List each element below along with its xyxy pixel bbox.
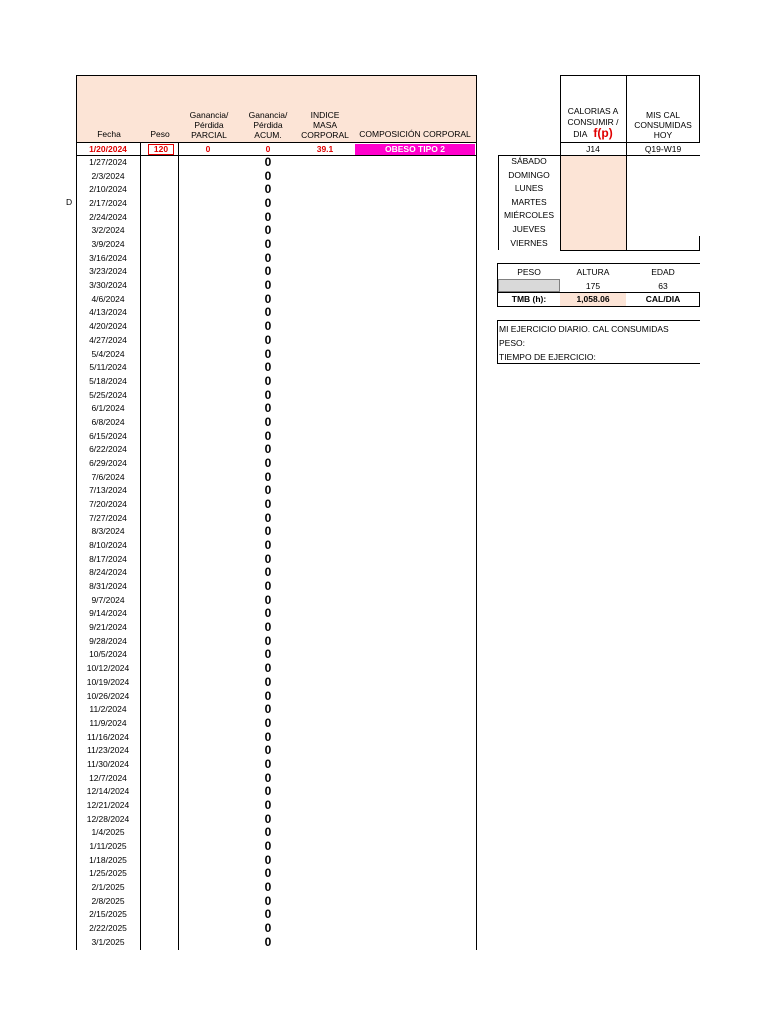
row-acum-value: 0 — [264, 839, 272, 853]
weekday-label: VIERNES — [510, 237, 548, 248]
row-date: 2/1/2025 — [91, 882, 125, 892]
row-acum-value: 0 — [264, 429, 272, 443]
row-acum-value: 0 — [264, 182, 272, 196]
row-acum-value: 0 — [264, 538, 272, 552]
row-acum-value: 0 — [264, 524, 272, 538]
row-date: 3/9/2024 — [91, 239, 125, 249]
row-acum-value: 0 — [264, 661, 272, 675]
row-acum-value: 0 — [264, 771, 272, 785]
row-acum-value: 0 — [264, 347, 272, 361]
row-acum-value: 0 — [264, 251, 272, 265]
row-acum-value: 0 — [264, 401, 272, 415]
row-acum-value: 0 — [264, 798, 272, 812]
first-row-fecha: 1/20/2024 — [89, 144, 127, 154]
row-acum-value: 0 — [264, 565, 272, 579]
header-calorias: CALORIAS A CONSUMIR / DIA f(p) — [567, 106, 619, 140]
row-acum-value: 0 — [264, 511, 272, 525]
row-acum-value: 0 — [264, 292, 272, 306]
row-acum-value: 0 — [264, 620, 272, 634]
row-date: 2/15/2025 — [89, 909, 127, 919]
row-date: 9/14/2024 — [89, 608, 127, 618]
weekday-label: SÁBADO — [511, 156, 547, 166]
tmb-unit: CAL/DIA — [645, 294, 681, 304]
row-acum-value: 0 — [264, 907, 272, 921]
calorias-column-bg — [561, 155, 626, 250]
row-date: 8/10/2024 — [89, 540, 127, 550]
row-date: 2/24/2024 — [89, 212, 127, 222]
row-date: 10/12/2024 — [86, 663, 130, 673]
row-acum-value: 0 — [264, 278, 272, 292]
row-date: 2/3/2024 — [91, 171, 125, 181]
row-acum-value: 0 — [264, 360, 272, 374]
row-date: 9/28/2024 — [89, 636, 127, 646]
row-acum-value: 0 — [264, 415, 272, 429]
row-date: 3/23/2024 — [89, 266, 127, 276]
ejercicio-peso: PESO: — [499, 338, 525, 348]
row-date: 12/28/2024 — [86, 814, 130, 824]
first-row-imc: 39.1 — [316, 144, 334, 154]
row-acum-value: 0 — [264, 442, 272, 456]
row-date: 10/26/2024 — [86, 691, 130, 701]
row-date: 1/18/2025 — [89, 855, 127, 865]
row-acum-value: 0 — [264, 921, 272, 935]
row-date: 7/27/2024 — [89, 513, 127, 523]
header-composicion: COMPOSICIÓN CORPORAL — [359, 129, 471, 139]
row-date: 8/3/2024 — [91, 526, 125, 536]
row-date: 9/7/2024 — [91, 595, 125, 605]
row-acum-value: 0 — [264, 825, 272, 839]
row-date: 9/21/2024 — [89, 622, 127, 632]
first-row-acum: 0 — [265, 144, 271, 154]
header-peso: Peso — [150, 129, 170, 139]
row-acum-value: 0 — [264, 702, 272, 716]
weekday-label: MIÉRCOLES — [503, 210, 555, 221]
row-acum-value: 0 — [264, 169, 272, 183]
tmb-label: TMB (h): — [511, 294, 547, 304]
row-date: 4/27/2024 — [89, 335, 127, 345]
header-ganancia-parcial: Ganancia/ Pérdida PARCIAL — [189, 110, 229, 140]
row-acum-value: 0 — [264, 606, 272, 620]
row-acum-value: 0 — [264, 853, 272, 867]
row-acum-value: 0 — [264, 593, 272, 607]
row-acum-value: 0 — [264, 333, 272, 347]
row-acum-value: 0 — [264, 155, 272, 169]
row-date: 12/14/2024 — [86, 786, 130, 796]
row-date: 1/4/2025 — [91, 827, 125, 837]
composicion-badge: OBESO TIPO 2 — [355, 144, 475, 155]
row-date: 11/9/2024 — [89, 718, 127, 728]
row-date: 2/22/2025 — [89, 923, 127, 933]
header-mis-cal: MIS CAL CONSUMIDAS HOY — [634, 110, 692, 140]
row-acum-value: 0 — [264, 483, 272, 497]
edad-label: EDAD — [651, 267, 675, 277]
row-date: 3/16/2024 — [89, 253, 127, 263]
row-acum-value: 0 — [264, 470, 272, 484]
row-acum-value: 0 — [264, 894, 272, 908]
row-date: 11/2/2024 — [89, 704, 127, 714]
weekday-label: DOMINGO — [508, 169, 550, 180]
side-marker: D — [66, 197, 73, 207]
header-imc: INDICE MASA CORPORAL — [301, 110, 349, 140]
row-acum-value: 0 — [264, 935, 272, 949]
row-date: 4/13/2024 — [89, 307, 127, 317]
row-date: 10/19/2024 — [86, 677, 130, 687]
row-acum-value: 0 — [264, 730, 272, 744]
header-fecha: Fecha — [97, 129, 121, 139]
row-acum-value: 0 — [264, 497, 272, 511]
row-date: 2/17/2024 — [89, 198, 127, 208]
row-acum-value: 0 — [264, 634, 272, 648]
row-date: 3/1/2025 — [91, 937, 125, 947]
row-date: 5/25/2024 — [89, 390, 127, 400]
row-acum-value: 0 — [264, 210, 272, 224]
row-date: 6/15/2024 — [89, 431, 127, 441]
edad-value: 63 — [658, 281, 668, 291]
tmb-value: 1,058.06 — [576, 294, 610, 304]
row-date: 2/8/2025 — [91, 896, 125, 906]
row-date: 3/30/2024 — [89, 280, 127, 290]
row-acum-value: 0 — [264, 812, 272, 826]
row-acum-value: 0 — [264, 456, 272, 470]
row-date: 5/18/2024 — [89, 376, 127, 386]
first-row-peso: 120 — [148, 144, 174, 155]
row-date: 3/2/2024 — [91, 225, 125, 235]
row-date: 7/20/2024 — [89, 499, 127, 509]
altura-value: 175 — [585, 281, 601, 291]
row-date: 7/6/2024 — [91, 472, 125, 482]
row-acum-value: 0 — [264, 237, 272, 251]
row-date: 6/8/2024 — [91, 417, 125, 427]
header-ganancia-acum: Ganancia/ Pérdida ACUM. — [248, 110, 288, 140]
row-date: 12/7/2024 — [89, 773, 127, 783]
row-acum-value: 0 — [264, 579, 272, 593]
row-date: 10/5/2024 — [89, 649, 127, 659]
ejercicio-tiempo: TIEMPO DE EJERCICIO: — [499, 352, 596, 362]
ref-j14: J14 — [586, 144, 600, 154]
row-acum-value: 0 — [264, 223, 272, 237]
row-date: 2/10/2024 — [89, 184, 127, 194]
row-date: 8/31/2024 — [89, 581, 127, 591]
row-acum-value: 0 — [264, 716, 272, 730]
peso-label: PESO — [517, 267, 541, 277]
weekday-label: MARTES — [511, 196, 547, 207]
row-acum-value: 0 — [264, 264, 272, 278]
row-acum-value: 0 — [264, 319, 272, 333]
weekday-label: JUEVES — [512, 224, 546, 234]
first-row-parcial: 0 — [205, 144, 211, 154]
row-date: 11/30/2024 — [87, 759, 129, 769]
row-acum-value: 0 — [264, 880, 272, 894]
row-date: 1/25/2025 — [89, 868, 127, 878]
fp-formula: f(p) — [593, 126, 613, 140]
row-acum-value: 0 — [264, 784, 272, 798]
row-date: 5/4/2024 — [91, 349, 125, 359]
peso-input-cell[interactable] — [498, 279, 560, 292]
row-acum-value: 0 — [264, 675, 272, 689]
row-date: 1/27/2024 — [89, 157, 127, 167]
row-acum-value: 0 — [264, 196, 272, 210]
row-acum-value: 0 — [264, 757, 272, 771]
row-date: 7/13/2024 — [89, 485, 127, 495]
row-date: 6/22/2024 — [89, 444, 127, 454]
row-acum-value: 0 — [264, 866, 272, 880]
row-date: 6/29/2024 — [89, 458, 127, 468]
weekday-label: LUNES — [514, 183, 544, 194]
row-date: 11/23/2024 — [87, 745, 129, 755]
row-date: 6/1/2024 — [91, 403, 125, 413]
row-date: 11/16/2024 — [87, 732, 129, 742]
row-date: 4/6/2024 — [91, 294, 125, 304]
ref-q19-w19: Q19-W19 — [644, 144, 682, 154]
altura-label: ALTURA — [576, 267, 610, 277]
ejercicio-title: MI EJERCICIO DIARIO. CAL CONSUMIDAS — [499, 324, 669, 334]
row-date: 5/11/2024 — [89, 362, 127, 372]
row-acum-value: 0 — [264, 388, 272, 402]
row-date: 4/20/2024 — [89, 321, 127, 331]
row-date: 12/21/2024 — [86, 800, 130, 810]
row-acum-value: 0 — [264, 305, 272, 319]
row-acum-value: 0 — [264, 647, 272, 661]
row-acum-value: 0 — [264, 743, 272, 757]
row-acum-value: 0 — [264, 374, 272, 388]
row-date: 8/24/2024 — [89, 567, 127, 577]
row-acum-value: 0 — [264, 689, 272, 703]
row-acum-value: 0 — [264, 552, 272, 566]
row-date: 1/11/2025 — [89, 841, 127, 851]
row-date: 8/17/2024 — [89, 554, 127, 564]
